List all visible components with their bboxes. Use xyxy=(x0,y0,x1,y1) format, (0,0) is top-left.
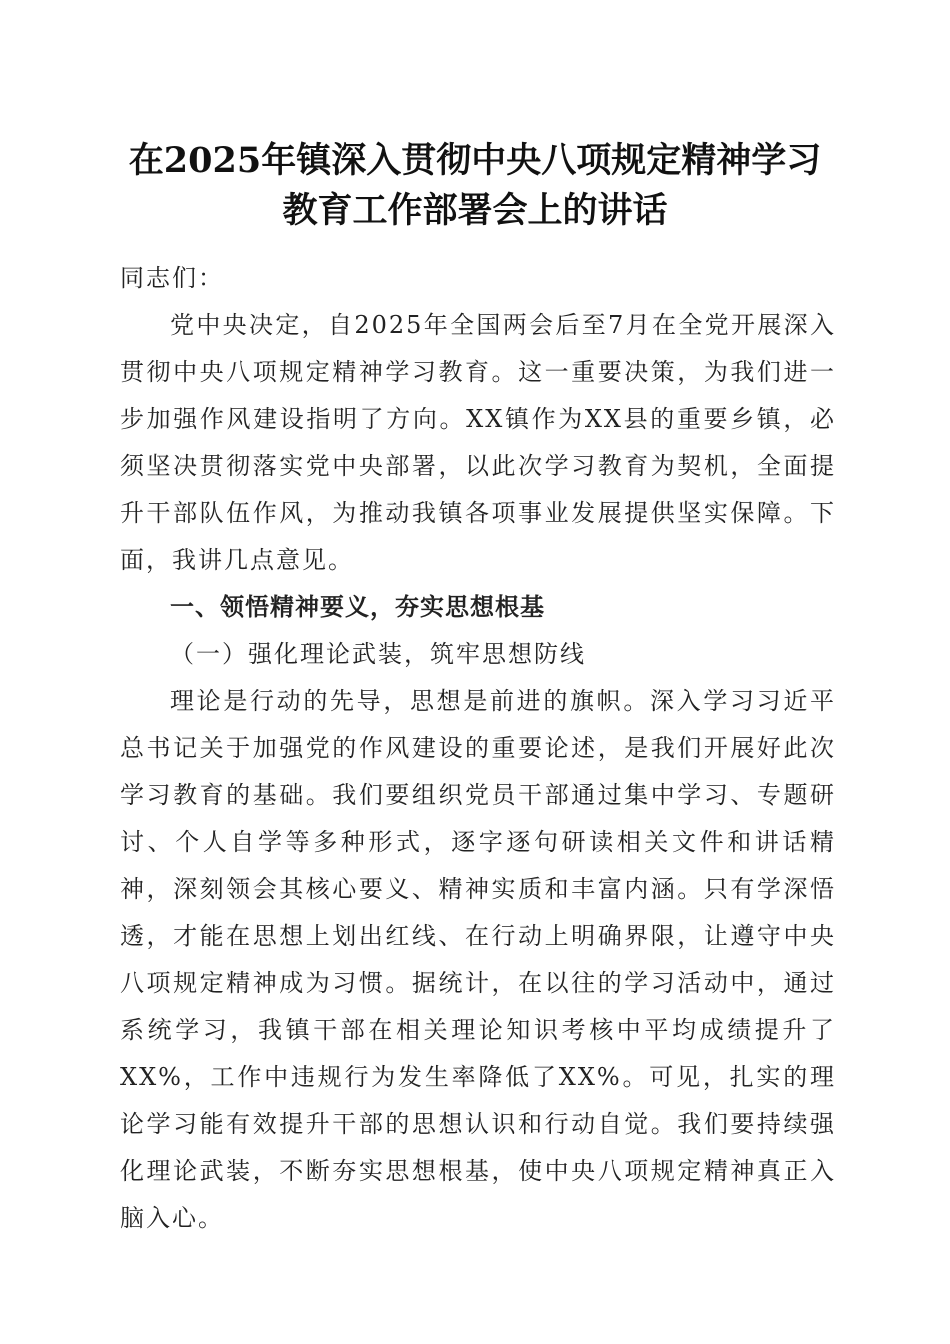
subsection-heading-1: （一）强化理论武装，筑牢思想防线 xyxy=(170,640,586,668)
document-body xyxy=(120,255,836,1242)
section-heading-1: 一、领悟精神要义，夯实思想根基 xyxy=(170,593,545,621)
salutation: 同志们： xyxy=(120,264,224,292)
document-title xyxy=(100,136,850,236)
subsection-paragraph-1: 理论是行动的先导，思想是前进的旗帜。深入学习习近平总书记关于加强党的作风建设的重要论述，是我们开展好此次学习教育的基础。我们要组织党员干部通过集中学习、专题研讨、个人自学等多种形式，逐字逐句研读相关文件和讲话精神，深刻领会其核心要义、精神实质和丰富内涵。只有学深悟透，才能在思想上划出红线、在行动上明确界限，让遵守中央八项规定精神成为习惯。据统计，在以往的学习活动中，通过系统学习，我镇干部在相关理论知识考核中平均成绩提升了XX%，工作中违规行为发生率降低了XX%。可见，扎实的理论学习能有效提升干部的思想认识和行动自觉。我们要持续强化理论武装，不断夯实思想根基，使中央八项规定精神真正入脑入心。 xyxy=(120,687,836,1232)
title-line-1: 在2025年镇深入贯彻中央八项规定精神学习 xyxy=(128,140,822,181)
intro-paragraph: 党中央决定，自2025年全国两会后至7月在全党开展深入贯彻中央八项规定精神学习教育。这一重要决策，为我们进一步加强作风建设指明了方向。XX镇作为XX县的重要乡镇，必须坚决贯彻落实党中央部署，以此次学习教育为契机，全面提升干部队伍作风，为推动我镇各项事业发展提供坚实保障。下面，我讲几点意见。 xyxy=(120,311,836,574)
title-line-2: 教育工作部署会上的讲话 xyxy=(282,190,668,231)
